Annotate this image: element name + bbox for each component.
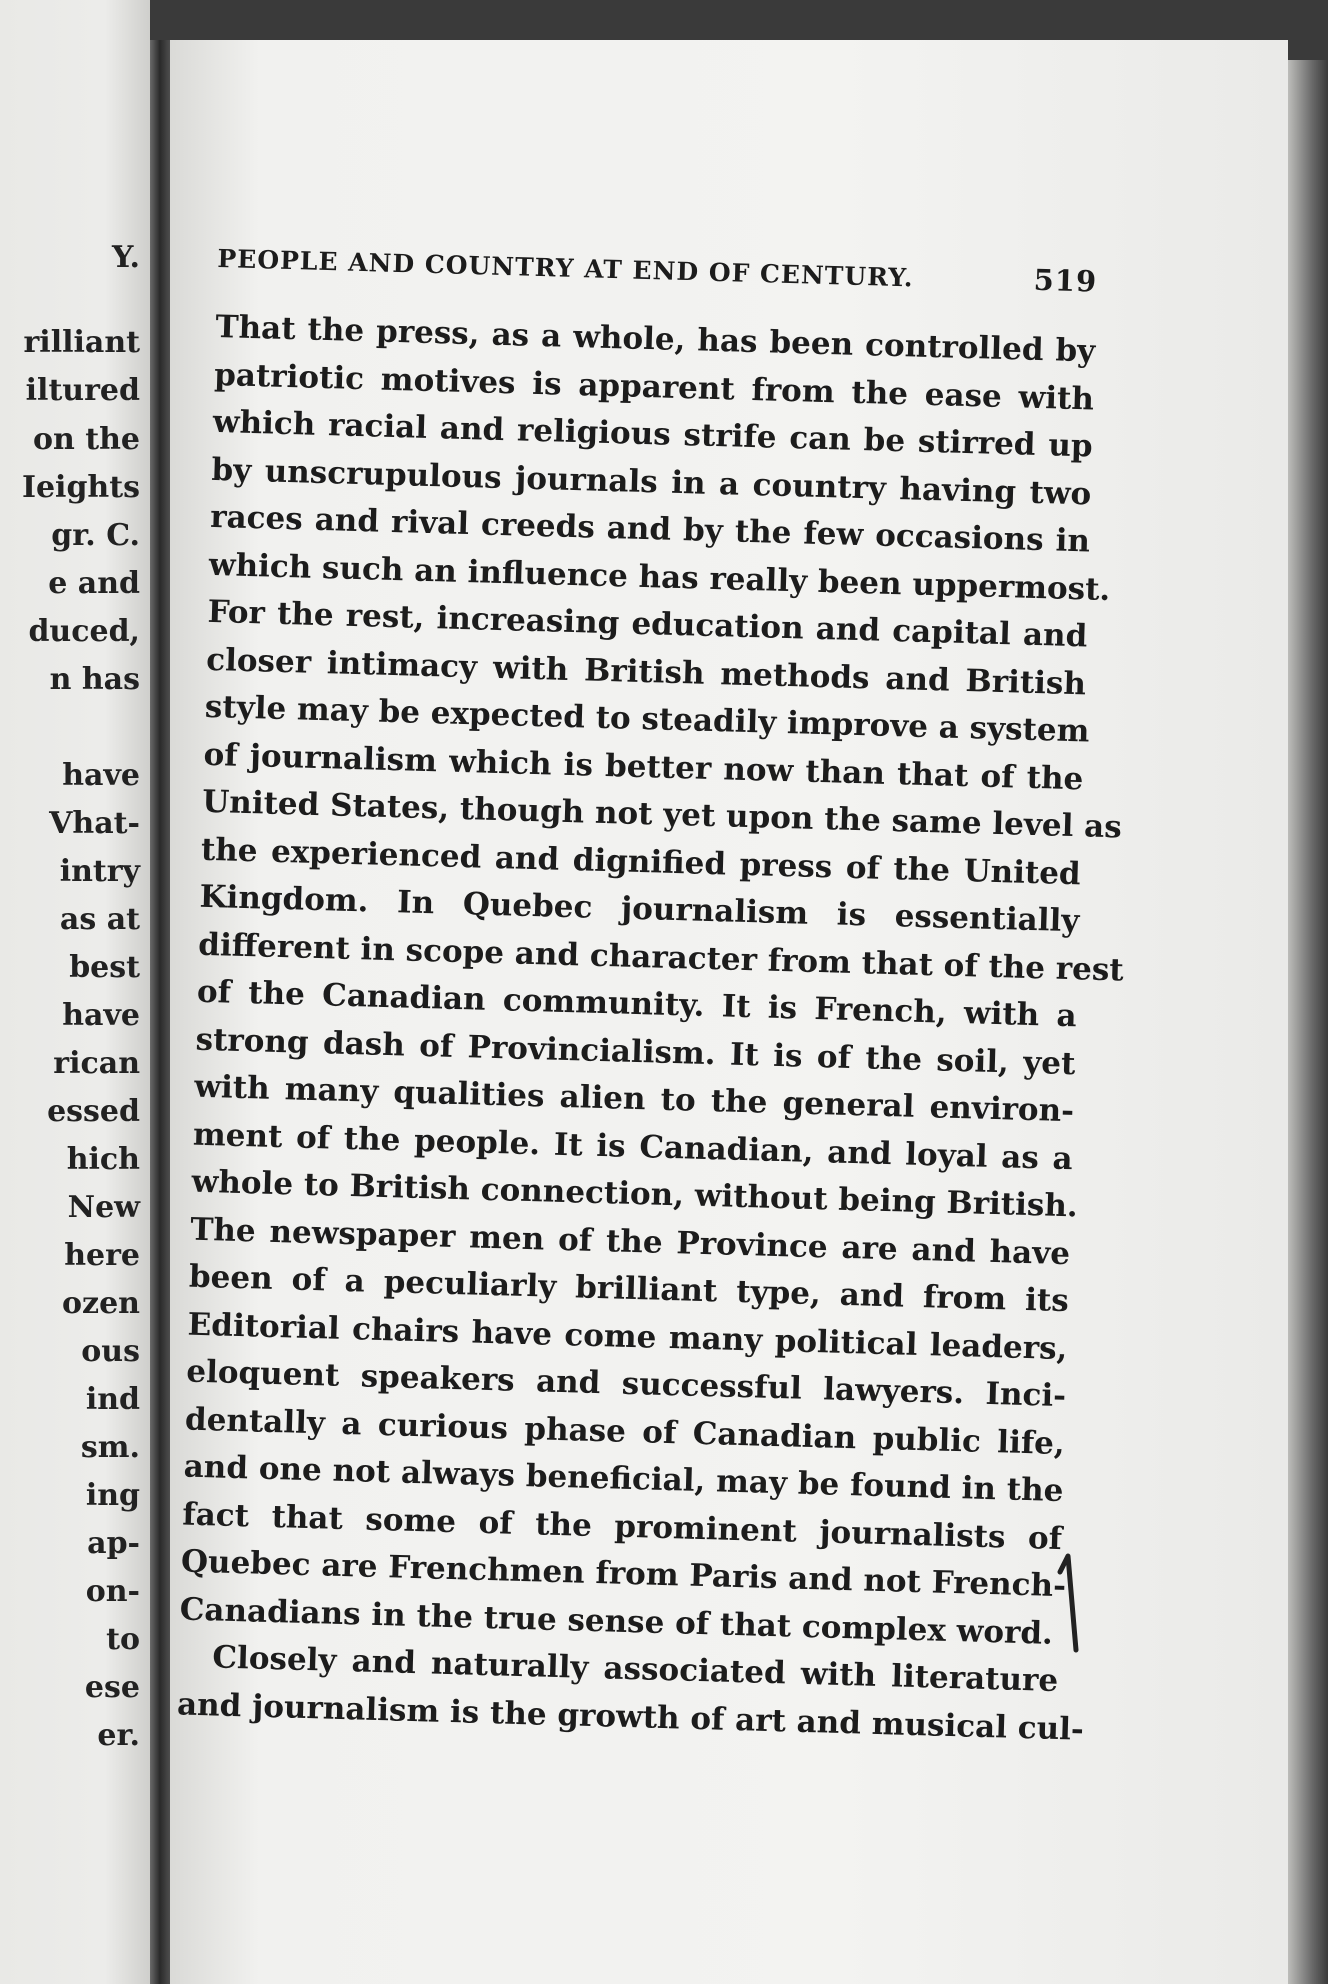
text-line: For the rest, increasing education and capital and bbox=[207, 593, 1088, 655]
left-page-fragment: rilliant bbox=[23, 325, 140, 360]
pencil-margin-mark bbox=[1052, 1550, 1092, 1660]
text-line: patriotic motives is apparent from the ease with bbox=[213, 356, 1095, 418]
page-number: 519 bbox=[1033, 262, 1098, 299]
text-line: closer intimacy with British methods and British bbox=[205, 641, 1087, 702]
text-line: with many qualities alien to the general environ- bbox=[193, 1068, 1075, 1130]
text-line: That the press, as a whole, has been controlled by bbox=[215, 308, 1096, 370]
text-line: different in scope and character from that of the rest bbox=[197, 926, 1125, 989]
right-page bbox=[170, 40, 1288, 1984]
left-page-fragment: n has bbox=[49, 662, 140, 697]
left-page-fragment: ous bbox=[81, 1334, 140, 1369]
left-page-fragment: er. bbox=[97, 1718, 140, 1753]
left-page-fragment: hich bbox=[66, 1142, 140, 1177]
text-line: eloquent speakers and successful lawyers. Inci- bbox=[185, 1353, 1067, 1415]
left-page-fragment: as at bbox=[59, 902, 140, 937]
left-page-fragment: Y. bbox=[112, 240, 140, 275]
text-line: the experienced and dignified press of the United bbox=[200, 831, 1082, 892]
running-head-title: PEOPLE AND COUNTRY AT END OF CENTURY. bbox=[217, 243, 914, 293]
left-page-fragment: rican bbox=[53, 1046, 140, 1081]
left-page-fragment: ese bbox=[84, 1670, 140, 1705]
left-page-fragment: on- bbox=[85, 1574, 140, 1609]
left-page-edge bbox=[0, 0, 150, 1984]
left-page-fragment: essed bbox=[47, 1094, 140, 1129]
text-line: dentally a curious phase of Canadian public life, bbox=[184, 1401, 1066, 1462]
text-line: Canadians in the true sense of that complex word. bbox=[179, 1590, 1054, 1652]
left-page-fragment: sm. bbox=[80, 1430, 140, 1465]
text-line: The newspaper men of the Province are and have bbox=[189, 1211, 1071, 1272]
left-page-fragment: best bbox=[69, 950, 140, 985]
left-page-fragment: ing bbox=[85, 1478, 140, 1513]
body-text bbox=[176, 304, 1125, 1753]
text-line: United States, though not yet upon the same level as bbox=[201, 783, 1123, 846]
left-page-fragment: ind bbox=[85, 1382, 140, 1417]
text-line: of the Canadian community. It is French, with a bbox=[196, 973, 1078, 1035]
text-line: whole to British connection, without being British. bbox=[191, 1163, 1079, 1225]
running-header bbox=[217, 240, 1098, 299]
text-line: which such an influence has really been uppermost. bbox=[208, 546, 1111, 608]
text-line: Quebec are Frenchmen from Paris and not French- bbox=[180, 1543, 1067, 1605]
text-line: style may be expected to steadily improve a system bbox=[204, 688, 1090, 750]
text-line: and journalism is the growth of art and musical cul- bbox=[176, 1685, 1085, 1748]
left-page-fragment: gr. C. bbox=[51, 518, 140, 553]
left-page-fragment: New bbox=[67, 1190, 140, 1225]
text-line: races and rival creeds and by the few occasions in bbox=[209, 498, 1091, 560]
left-page-fragment: ap- bbox=[87, 1526, 140, 1561]
left-page-fragment: e and bbox=[48, 566, 140, 601]
book-gutter bbox=[150, 40, 172, 1984]
left-page-fragment: here bbox=[64, 1238, 140, 1273]
left-page-fragment: iltured bbox=[25, 373, 140, 408]
text-line: Kingdom. In Quebec journalism is essentially bbox=[199, 878, 1080, 940]
text-line: and one not always beneficial, may be found in the bbox=[183, 1448, 1064, 1510]
left-page-fragment: have bbox=[62, 998, 140, 1033]
text-line: ment of the people. It is Canadian, and loyal as a bbox=[192, 1116, 1074, 1177]
left-page-fragment: on the bbox=[32, 422, 140, 457]
left-page-fragment: to bbox=[106, 1622, 140, 1657]
text-line: been of a peculiarly brilliant type, and from its bbox=[188, 1258, 1070, 1320]
text-line: by unscrupulous journals in a country having two bbox=[211, 451, 1092, 512]
left-page-fragment: ozen bbox=[62, 1286, 140, 1321]
left-page-fragment: have bbox=[62, 758, 140, 793]
left-page-fragment: duced, bbox=[28, 614, 140, 649]
text-line: Editorial chairs have come many political leaders, bbox=[187, 1306, 1068, 1367]
left-page-fragment: intry bbox=[59, 854, 140, 889]
text-line: strong dash of Provincialism. It is of the soil, yet bbox=[195, 1021, 1076, 1082]
page-edge-shadow bbox=[1288, 60, 1328, 1984]
text-line: which racial and religious strife can be stirred up bbox=[212, 403, 1094, 465]
left-page-fragment: Ieights bbox=[21, 470, 140, 505]
text-line: fact that some of the prominent journalists of bbox=[181, 1496, 1063, 1557]
text-line: of journalism which is better now than that of the bbox=[203, 736, 1084, 797]
page-content bbox=[176, 240, 1125, 1753]
left-page-fragment: Vhat- bbox=[49, 806, 140, 841]
text-line: Closely and naturally associated with literature bbox=[211, 1639, 1059, 1700]
